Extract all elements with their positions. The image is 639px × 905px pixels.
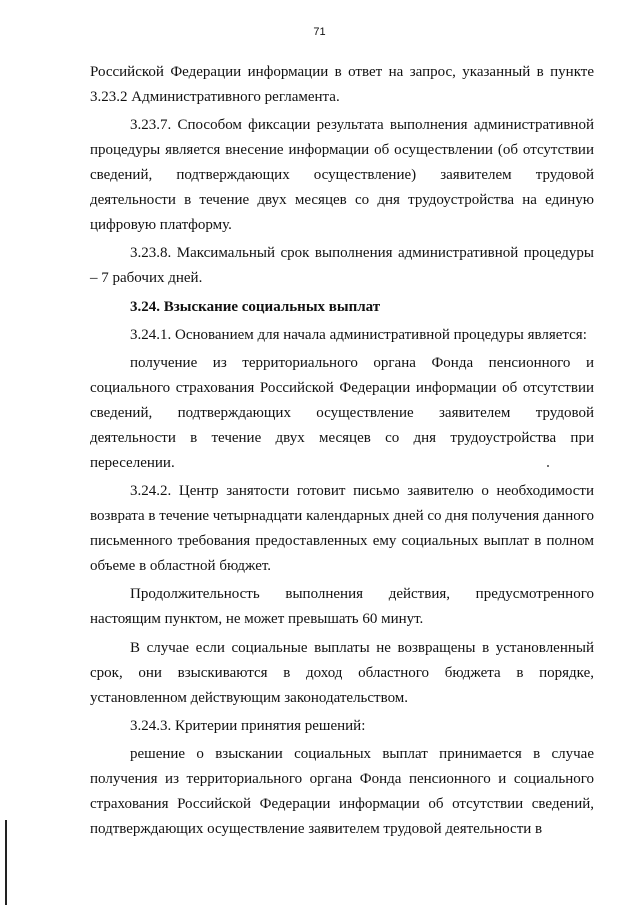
paragraph-3-24-1: 3.24.1. Основанием для начала административной процедуры является: (130, 326, 587, 343)
section-heading-3-24: 3.24. Взыскание социальных выплат (130, 298, 381, 315)
paragraph-3-24-2: 3.24.2. Центр занятости готовит письмо заявителю о необходимости возврата в течение четырнадцати календарных дней со дня получения данного письменного требования предоставленных ему социальных выплат в полном объеме в областной бюджет. (90, 483, 594, 575)
document-body (90, 60, 594, 845)
scan-margin-line (5, 820, 7, 905)
scan-speck (547, 465, 549, 467)
paragraph-not-returned: В случае если социальные выплаты не возвращены в установленный срок, они взыскиваются в доход областного бюджета в порядке, установленном действующим законодательством. (90, 639, 594, 706)
paragraph-3-24-1-basis: получение из территориального органа Фонда пенсионного и социального страхования Российской Федерации информации об отсутствии сведений, подтверждающих осуществление заявителем трудовой деятельности в течение двух месяцев со дня трудоустройства при переселении. (90, 354, 594, 471)
paragraph-3-23-7: 3.23.7. Способом фиксации результата выполнения административной процедуры является внесение информации об осуществлении (об отсутствии сведений, подтверждающих осуществление) заявителем трудовой деятельности в течение двух месяцев со дня трудоустройства на единую цифровую платформу. (90, 117, 594, 234)
page-number: 71 (313, 26, 326, 38)
paragraph-continuation: Российской Федерации информации в ответ на запрос, указанный в пункте 3.23.2 Административного регламента. (90, 64, 594, 105)
paragraph-3-23-8: 3.23.8. Максимальный срок выполнения административной процедуры – 7 рабочих дней. (90, 245, 594, 287)
paragraph-decision: решение о взыскании социальных выплат принимается в случае получения из территориального органа Фонда пенсионного и социального страхования Российской Федерации информации об отсутствии сведений, подтверждающих осуществление заявителем трудовой деятельности в (90, 745, 594, 837)
paragraph-3-24-3: 3.24.3. Критерии принятия решений: (130, 717, 366, 734)
paragraph-duration: Продолжительность выполнения действия, предусмотренного настоящим пунктом, не может превышать 60 минут. (90, 586, 594, 628)
